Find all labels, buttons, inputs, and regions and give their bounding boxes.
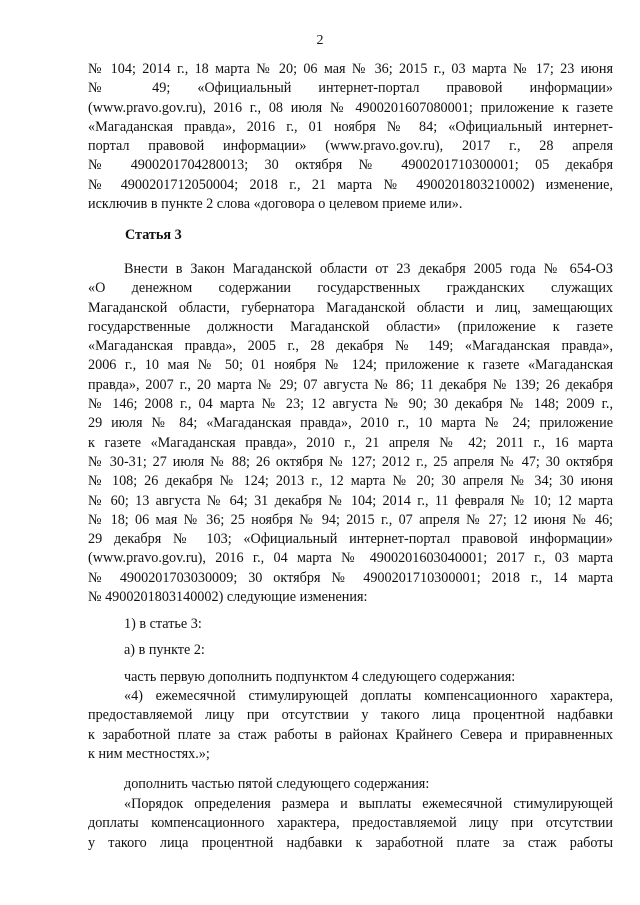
text-line: у такого лица процентной надбавки к заработной плате за стаж работы [88,834,613,851]
text-line: исключив в пункте 2 слова «договора о целевом приеме или». [88,196,463,213]
text-line: «Порядок определения размера и выплаты ежемесячной стимулирующей [124,796,613,812]
text-line: предоставляемой лицу при отсутствии у такого лица процентной надбавки [88,707,613,724]
text-line: Внести в Закон Магаданской области от 23 декабря 2005 года № 654-ОЗ [124,261,613,277]
text-line: № 4900201703030009; 30 октября № 4900201710300001; 2018 г., 14 марта [88,569,613,586]
text-line: «О денежном содержании государственных гражданских служащих [88,280,613,297]
text-line: № 4900201704280013; 30 октября № 4900201710300001; 05 декабря [88,157,613,174]
text-line: № 49; «Официальный интернет-портал правовой информации» [88,80,613,97]
article-paragraph [88,260,613,607]
text-line: «Магаданская правда», 2005 г., 28 декабря № 149; «Магаданская правда», [88,338,613,355]
text-line: № 4900201803140002) следующие изменения: [88,589,368,606]
text-line: № 60; 13 августа № 64; 31 декабря № 104; 2014 г., 11 февраля № 10; 12 марта [88,492,613,509]
part-first-intro: часть первую дополнить подпунктом 4 следующего содержания: [124,669,516,685]
subitem-4 [88,687,613,764]
item-1: 1) в статье 3: [124,616,202,632]
text-line: к ним местностях.»; [88,745,210,762]
text-line: (www.pravo.gov.ru), 2016 г., 04 марта № 4900201603040001; 2017 г., 03 марта [88,550,613,567]
text-line: «Магаданская правда», 2016 г., 01 ноября № 84; «Официальный интернет- [88,118,613,135]
text-line: Магаданской области, губернатора Магаданской области и лиц, замещающих [88,299,613,316]
text-line: к заработной плате за стаж работы в районах Крайнего Севера и приравненных [88,726,613,743]
text-line: № 104; 2014 г., 18 марта № 20; 06 мая № 36; 2015 г., 03 марта № 17; 23 июня [88,61,613,77]
text-line: № 4900201712050004; 2018 г., 21 марта № 4900201803210002) изменение, [88,176,613,193]
text-line: доплаты компенсационного характера, предоставляемой лицу при отсутствии [88,815,613,832]
text-line: № 146; 2008 г., 04 марта № 23; 12 августа № 90; 30 декабря № 148; 2009 г., [88,396,613,413]
text-line: № 108; 26 декабря № 124; 2013 г., 12 марта № 20; 30 апреля № 34; 30 июня [88,473,613,490]
text-line: портал правовой информации» (www.pravo.gov.ru), 2017 г., 28 апреля [88,138,613,155]
text-line: правда», 2007 г., 20 марта № 29; 07 августа № 86; 11 декабря № 139; 26 декабря [88,376,613,393]
article-heading: Статья 3 [125,227,182,243]
text-line: № 30-31; 27 июля № 88; 26 октября № 127; 2012 г., 25 апреля № 47; 30 октября [88,453,613,470]
page-number: 2 [316,33,324,48]
text-line: № 18; 06 мая № 36; 25 ноября № 94; 2015 г., 07 апреля № 27; 12 июня № 46; [88,511,613,528]
text-line: (www.pravo.gov.ru), 2016 г., 08 июля № 4900201607080001; приложение к газете [88,99,613,116]
text-line: «4) ежемесячной стимулирующей доплаты компенсационного характера, [124,688,613,704]
text-line: к газете «Магаданская правда», 2010 г., 21 апреля № 42; 2011 г., 16 марта [88,434,613,451]
text-line: 29 июля № 84; «Магаданская правда», 2010 г., 10 марта № 24; приложение [88,415,613,432]
text-line: 29 декабря № 103; «Официальный интернет-портал правовой информации» [88,531,613,548]
top-paragraph [88,60,613,214]
part-fifth-intro: дополнить частью пятой следующего содержания: [124,776,430,792]
text-line: 2006 г., 10 мая № 50; 01 ноября № 124; приложение к газете «Магаданская [88,357,613,374]
part-fifth [88,795,613,853]
item-a: а) в пункте 2: [124,642,205,658]
text-line: государственные должности Магаданской области» (приложение к газете [88,318,613,335]
